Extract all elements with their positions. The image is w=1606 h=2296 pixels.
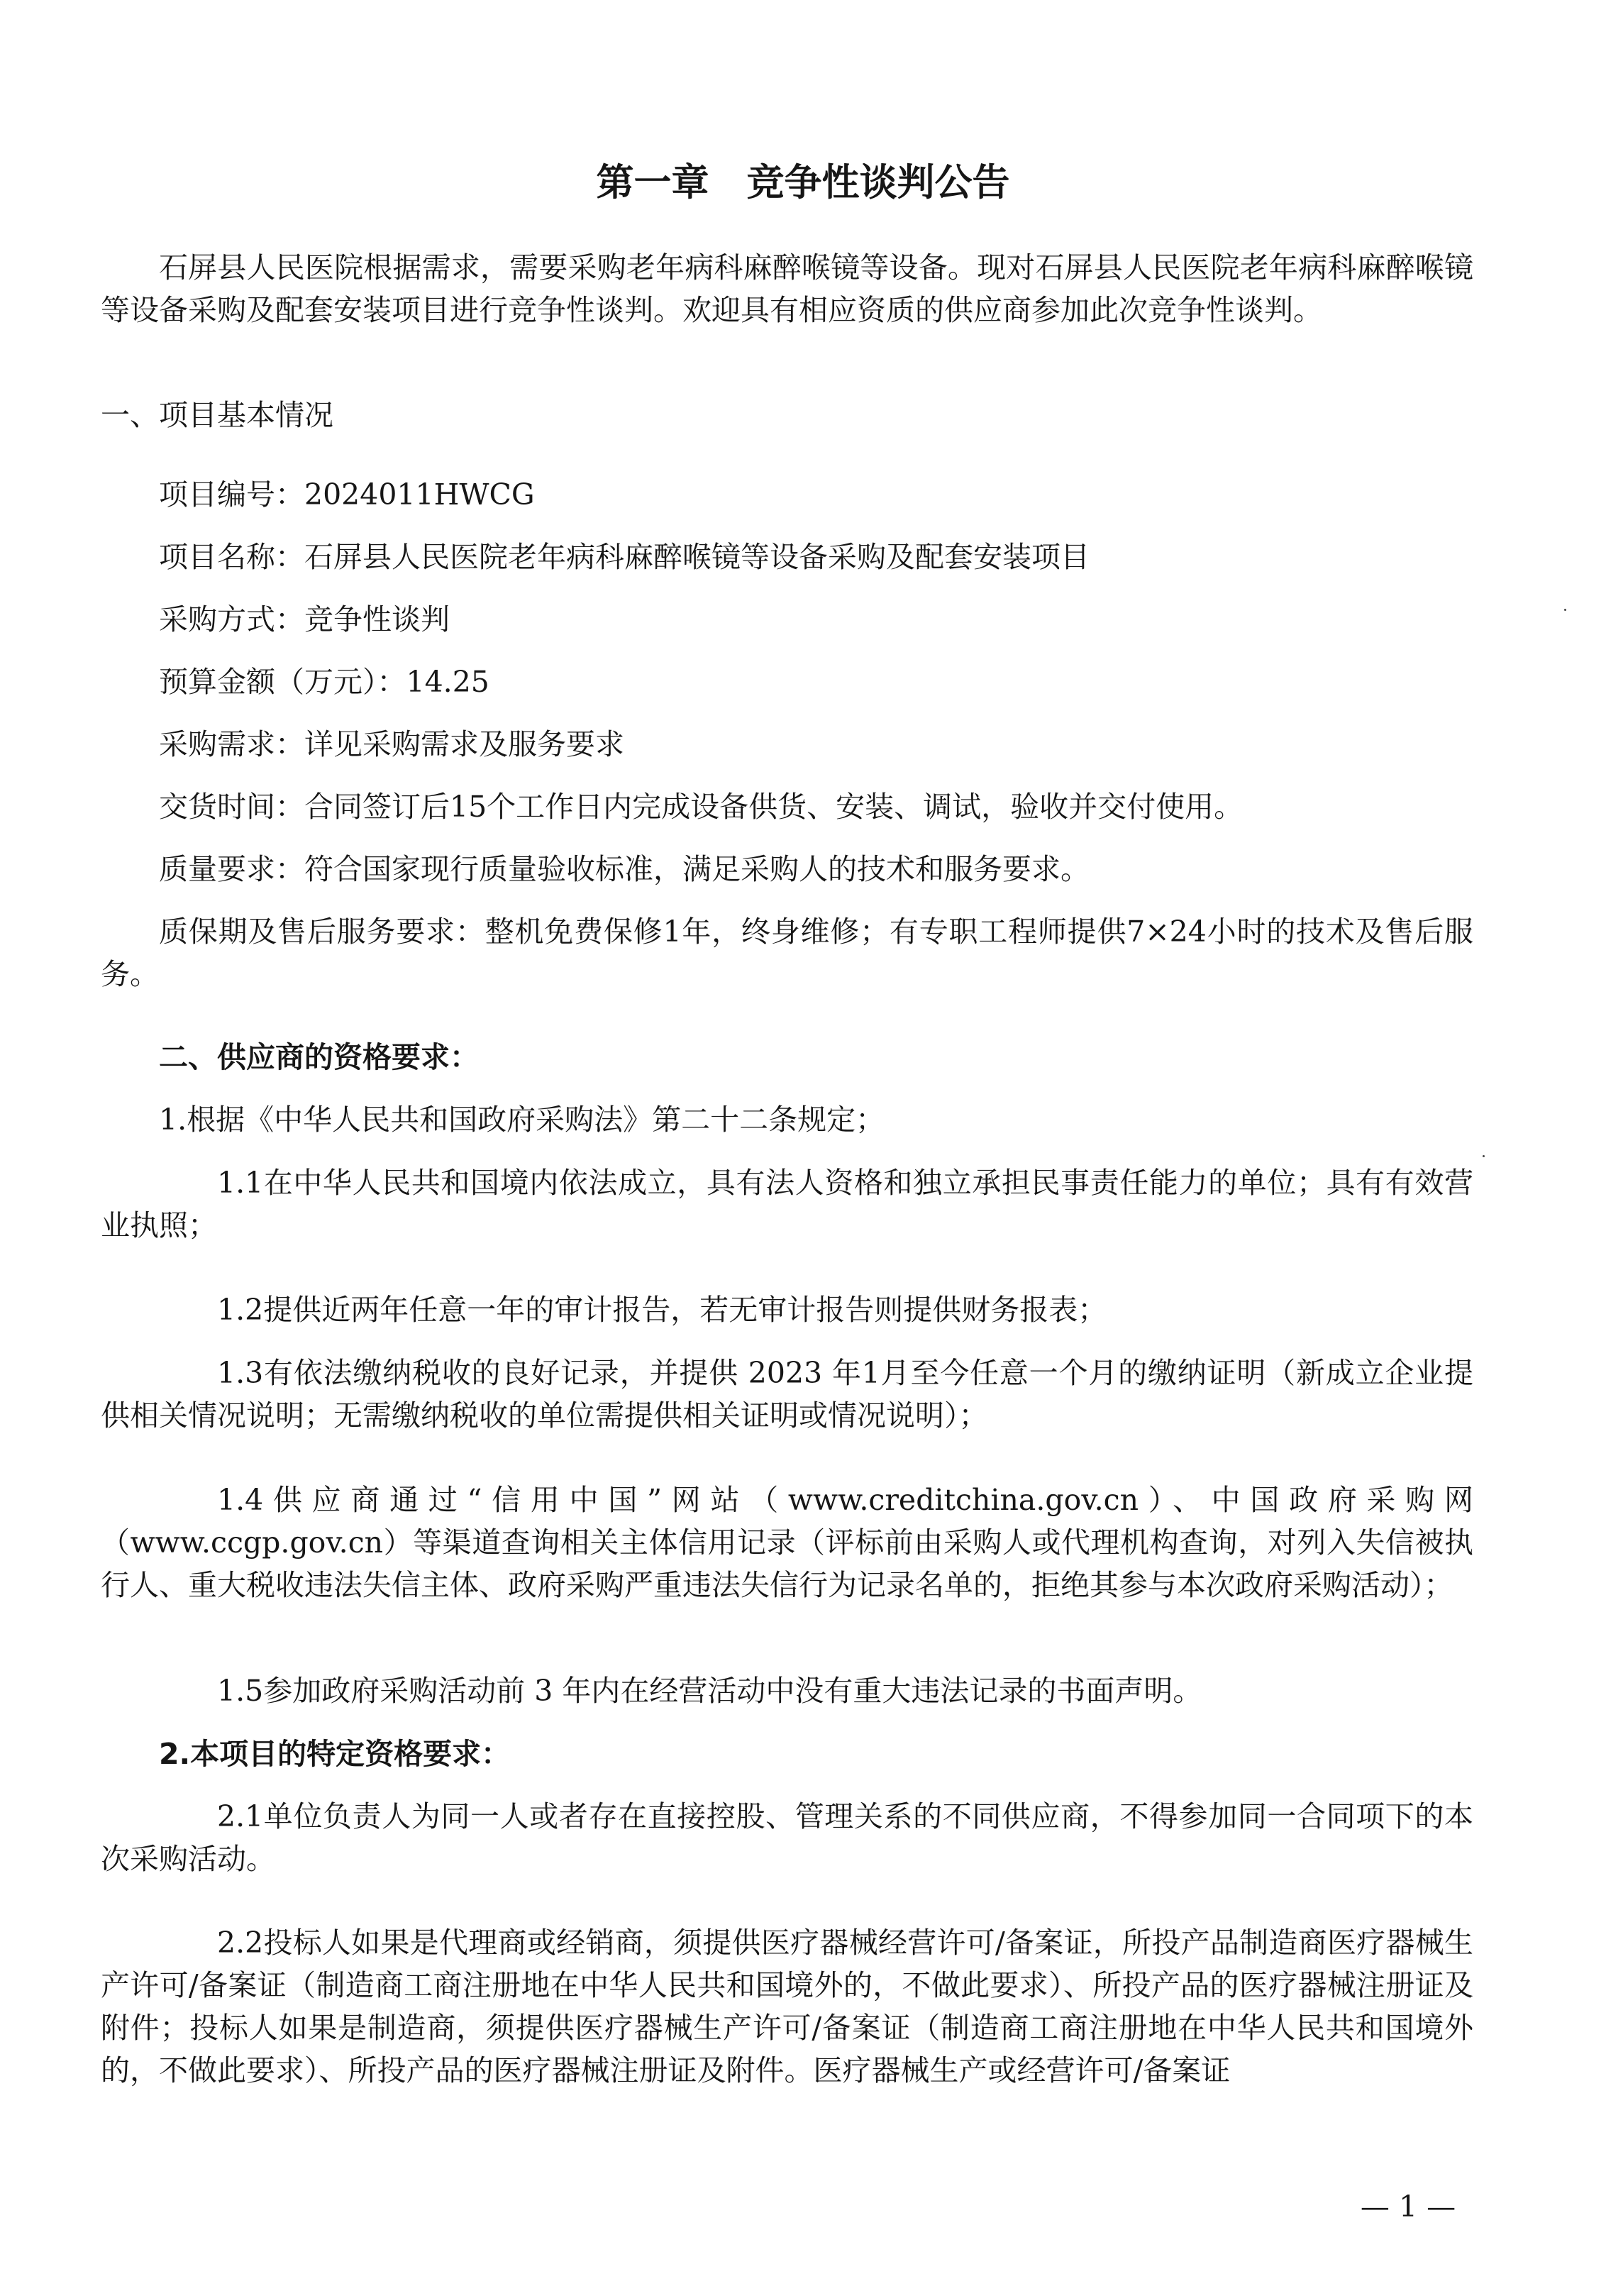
requirement-2-2: 2.2投标人如果是代理商或经销商，须提供医疗器械经营许可/备案证，所投产品制造商医疗器械生产许可/备案证（制造商工商注册地在中华人民共和国境外的，不做此要求）、所投产品的医疗器械注册证及附件；投标人如果是制造商，须提供医疗器械生产许可/备案证（制造商工商注册地在中华人民共和国境外的，不做此要求）、所投产品的医疗器械注册证及附件。医疗器械生产或经营许可/备案证 bbox=[101, 1926, 1473, 2087]
requirement-1-3: 1.3有依法缴纳税收的良好记录，并提供 2023 年1月至今任意一个月的缴纳证明（新成立企业提供相关情况说明；无需缴纳税收的单位需提供相关证明或情况说明）； bbox=[101, 1356, 1473, 1433]
section1-heading: 一、项目基本情况 bbox=[101, 398, 333, 432]
project-number: 项目编号：2024011HWCG bbox=[159, 478, 535, 512]
quality-requirement: 质量要求：符合国家现行质量验收标准，满足采购人的技术和服务要求。 bbox=[159, 852, 1090, 886]
procurement-method: 采购方式：竞争性谈判 bbox=[159, 602, 450, 636]
delivery-time: 交货时间：合同签订后15个工作日内完成设备供货、安装、调试，验收并交付使用。 bbox=[159, 790, 1244, 824]
scan-speck bbox=[1564, 609, 1566, 611]
requirement-1-2: 1.2提供近两年任意一年的审计报告，若无审计报告则提供财务报表； bbox=[217, 1293, 1107, 1327]
requirement-1-1: 1.1在中华人民共和国境内依法成立，具有法人资格和独立承担民事责任能力的单位；具有有效营业执照； bbox=[101, 1166, 1473, 1242]
requirement-1-5: 1.5参加政府采购活动前 3 年内在经营活动中没有重大违法记录的书面声明。 bbox=[217, 1674, 1202, 1708]
sub1-heading: 1.根据《中华人民共和国政府采购法》第二十二条规定； bbox=[159, 1103, 885, 1137]
document-title: 第一章 竞争性谈判公告 bbox=[596, 161, 1010, 204]
intro-paragraph: 石屏县人民医院根据需求，需要采购老年病科麻醉喉镜等设备。现对石屏县人民医院老年病科麻醉喉镜等设备采购及配套安装项目进行竞争性谈判。欢迎具有相应资质的供应商参加此次竞争性谈判。 bbox=[101, 250, 1473, 327]
section2-heading: 二、供应商的资格要求： bbox=[159, 1040, 479, 1074]
project-name: 项目名称：石屏县人民医院老年病科麻醉喉镜等设备采购及配套安装项目 bbox=[159, 540, 1090, 574]
requirement-1-4: 1.4供应商通过“信用中国”网站（www.creditchina.gov.cn）、中国政府采购网（www.ccgp.gov.cn）等渠道查询相关主体信用记录（评标前由采购人或代理机构查询，对列入失信被执行人、重大税收违法失信主体、政府采购严重违法失信行为记录名单的，拒绝其参与本次政府采购活动）； bbox=[101, 1483, 1473, 1602]
procurement-requirement: 采购需求：详见采购需求及服务要求 bbox=[159, 727, 624, 761]
requirement-2-1: 2.1单位负责人为同一人或者存在直接控股、管理关系的不同供应商，不得参加同一合同项下的本次采购活动。 bbox=[101, 1799, 1473, 1876]
scan-speck bbox=[1483, 1155, 1485, 1157]
warranty-service: 质保期及售后服务要求：整机免费保修1年，终身维修；有专职工程师提供7×24小时的技术及售后服务。 bbox=[101, 915, 1473, 991]
sub2-heading: 2.本项目的特定资格要求： bbox=[159, 1737, 511, 1771]
budget-amount: 预算金额（万元）：14.25 bbox=[159, 665, 489, 699]
page-number: — 1 — bbox=[1360, 2190, 1456, 2224]
